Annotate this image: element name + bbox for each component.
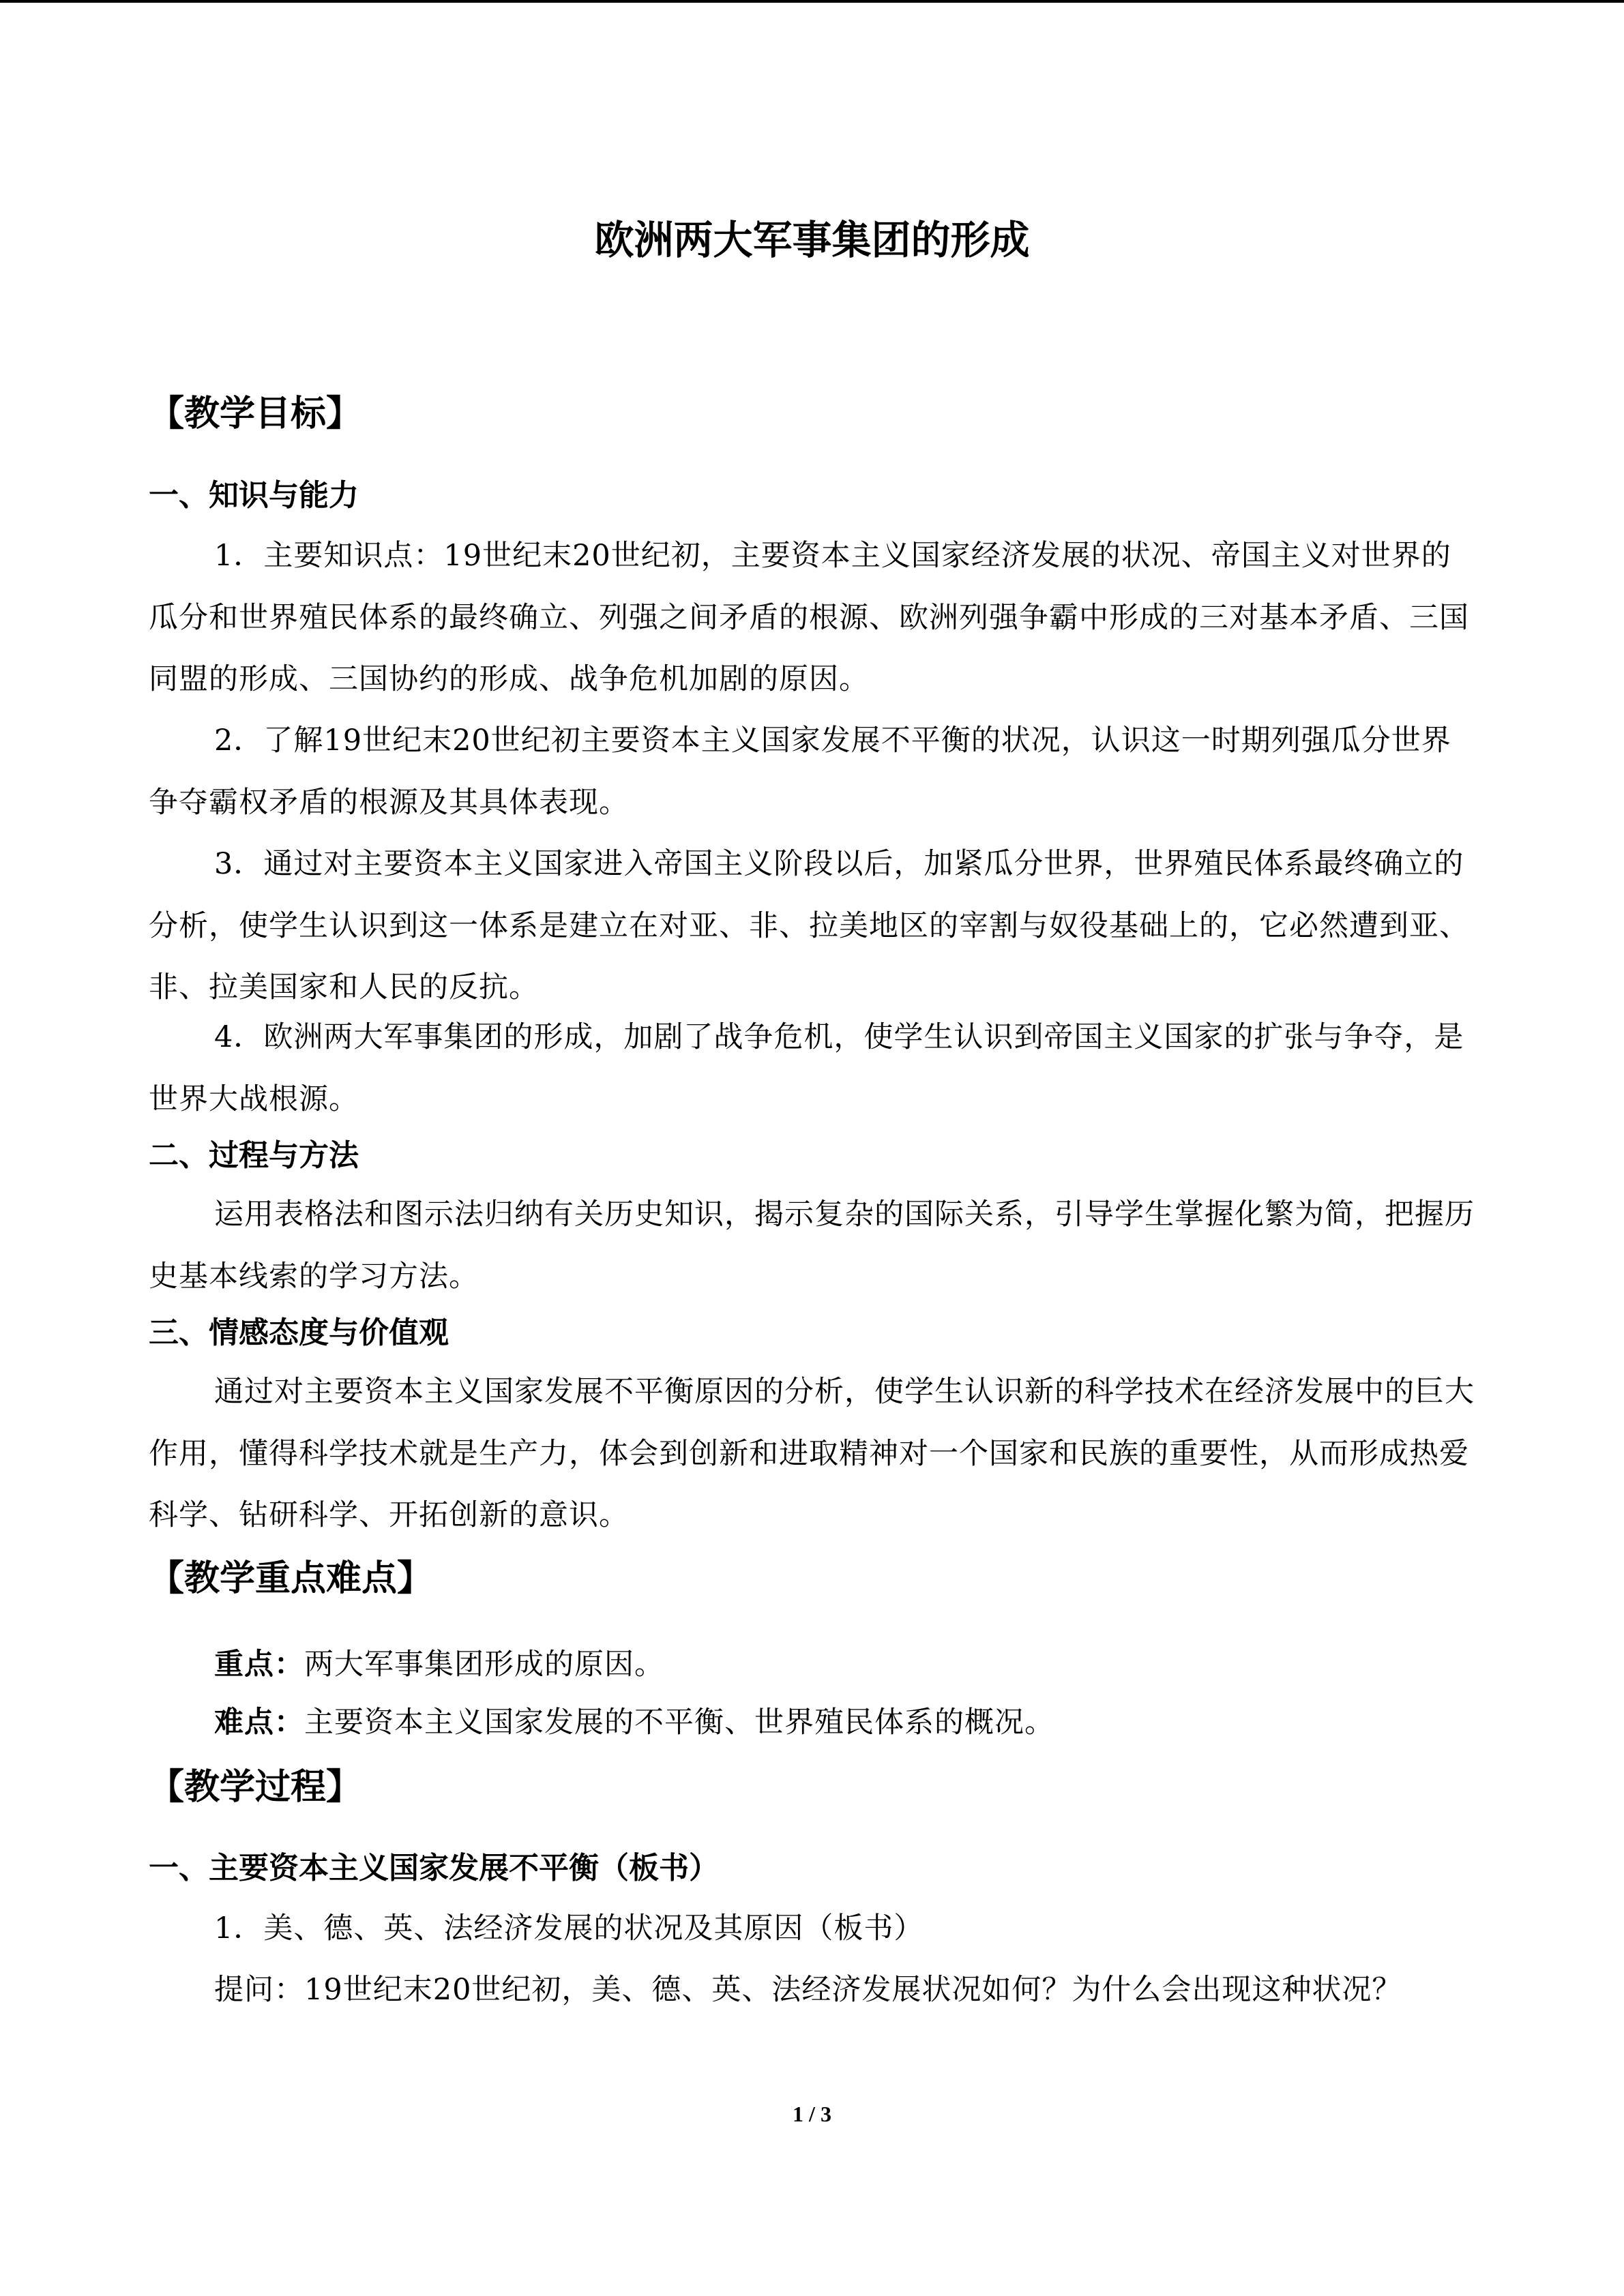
subheading-knowledge: 一、知识与能力 [149,478,359,513]
difficulty-label: 难点： [214,1705,304,1740]
section-heading-objectives: 【教学目标】 [149,393,362,434]
page-title: 欧洲两大军事集团的形成 [594,217,1030,263]
section-heading-process: 【教学过程】 [149,1767,362,1808]
objective-item-3: 3．通过对主要资本主义国家进入帝国主义阶段以后，加紧瓜分世界，世界殖民体系最终确立的分析，使学生认识到这一体系是建立在对亚、非、拉美地区的宰割与奴役基础上的，它必然遭到亚、非、拉美国家和人民的反抗。 [149,847,1469,1004]
objective-item-2: 2．了解19世纪末20世纪初主要资本主义国家发展不平衡的状况，认识这一时期列强瓜分世界争夺霸权矛盾的根源及其具体表现。 [149,724,1451,820]
section-heading-key-points: 【教学重点难点】 [149,1558,433,1599]
process-question: 提问：19世纪末20世纪初，美、德、英、法经济发展状况如何？为什么会出现这种状况？ [214,1973,1402,2007]
subheading-process-method: 二、过程与方法 [149,1138,359,1173]
objective-item-4: 4．欧洲两大军事集团的形成，加剧了战争危机，使学生认识到帝国主义国家的扩张与争夺，是世界大战根源。 [149,1020,1464,1116]
subheading-part1: 一、主要资本主义国家发展不平衡（板书） [149,1851,719,1885]
process-method-text: 运用表格法和图示法归纳有关历史知识，揭示复杂的国际关系，引导学生掌握化繁为简，把握历史基本线索的学习方法。 [149,1197,1475,1294]
focus-label: 重点： [214,1648,304,1682]
process-item-1: 1．美、德、英、法经济发展的状况及其原因（板书） [214,1911,924,1945]
attitude-text: 通过对主要资本主义国家发展不平衡原因的分析，使学生认识新的科学技术在经济发展中的巨大作用，懂得科学技术就是生产力，体会到创新和进取精神对一个国家和民族的重要性，从而形成热爱科学、钻研科学、开拓创新的意识。 [149,1375,1475,1532]
difficulty-text: 主要资本主义国家发展的不平衡、世界殖民体系的概况。 [304,1705,1054,1740]
page-number: 1 / 3 [793,2102,831,2126]
focus-line [149,1634,1479,1696]
objective-item-1: 1．主要知识点：19世纪末20世纪初，主要资本主义国家经济发展的状况、帝国主义对世界的瓜分和世界殖民体系的最终确立、列强之间矛盾的根源、欧洲列强争霸中形成的三对基本矛盾、三国同盟的形成、三国协约的形成、战争危机加剧的原因。 [149,539,1469,696]
subheading-attitude: 三、情感态度与价值观 [149,1315,449,1350]
focus-text: 两大军事集团形成的原因。 [304,1648,664,1682]
difficulty-line [149,1692,1479,1754]
